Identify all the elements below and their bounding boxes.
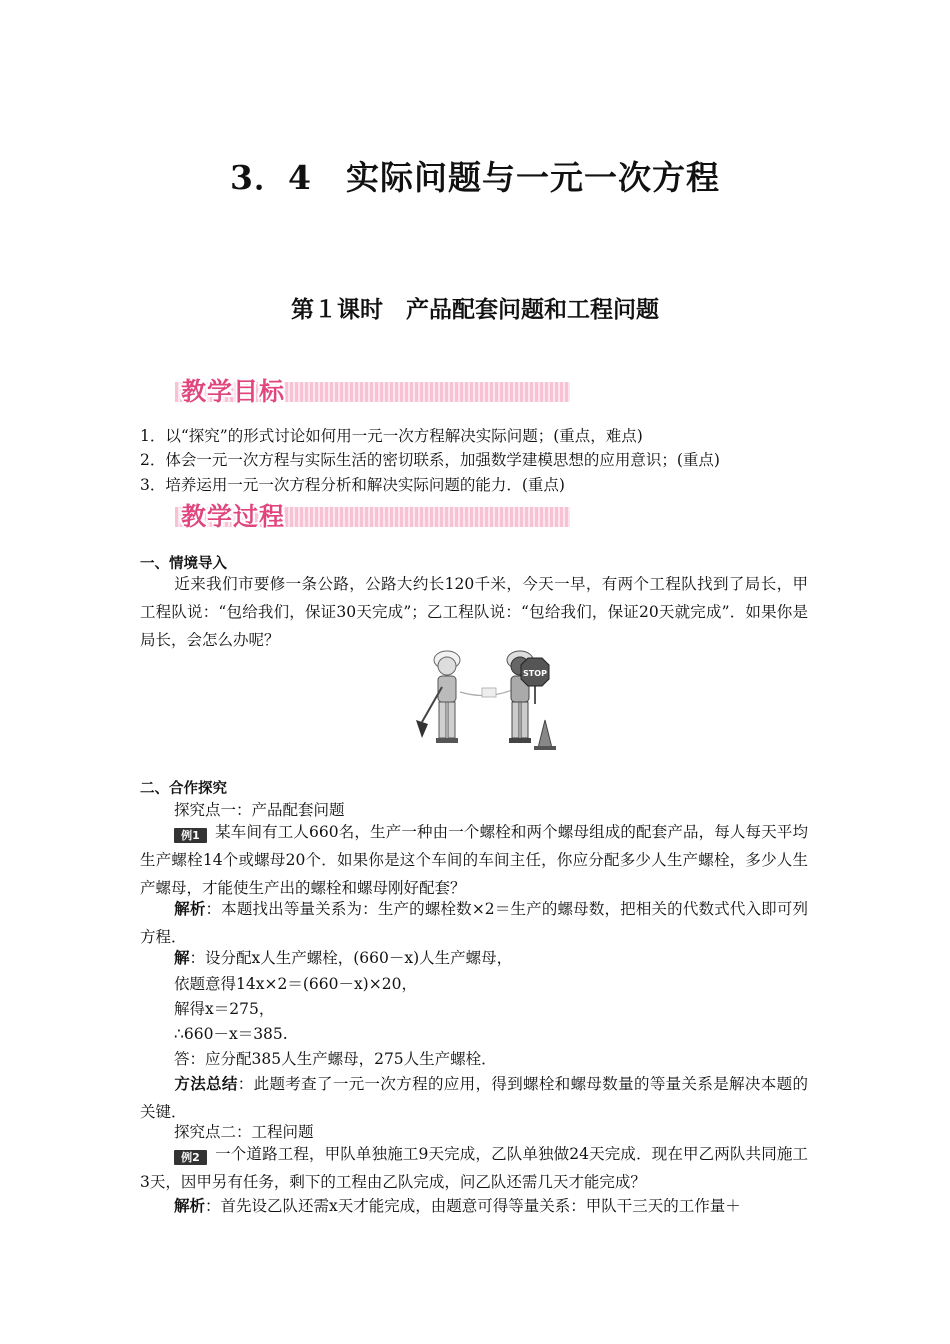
example-badge: 例1 [174, 828, 207, 843]
solution-line: 解：设分配x人生产螺栓，(660－x)人生产螺母， [174, 949, 513, 967]
example-2 [140, 1140, 808, 1196]
lesson-subtitle: 第１课时 产品配套问题和工程问题 [291, 296, 659, 323]
solution-line: ∴660－x＝385. [174, 1025, 288, 1043]
method-label: 方法总结 [174, 1075, 238, 1093]
section-heading: 二、合作探究 [140, 781, 227, 797]
solution-line: 依题意得14x×2＝(660－x)×20， [174, 975, 417, 993]
banner-teaching-goals [175, 372, 570, 408]
goal-item: 1．以“探究”的形式讨论如何用一元一次方程解决实际问题；(重点，难点) [140, 427, 643, 445]
goal-item: 3．培养运用一元一次方程分析和解决实际问题的能力．(重点) [140, 476, 565, 494]
analysis-label: 解析 [174, 900, 206, 918]
analysis-label: 解析 [174, 1197, 206, 1215]
banner-label: 教学目标 [181, 377, 286, 406]
explore-point-title: 探究点二：工程问题 [174, 1123, 314, 1141]
solution-line: 答：应分配385人生产螺母，275人生产螺栓． [174, 1050, 497, 1068]
example-1 [140, 818, 808, 902]
example-text: 一个道路工程，甲队单独施工9天完成，乙队单独做24天完成．现在甲乙两队共同施工3天，因甲另有任务，剩下的工程由乙队完成，问乙队还需几天才能完成？ [140, 1145, 808, 1191]
example-badge: 例2 [174, 1150, 207, 1165]
analysis-1 [140, 895, 808, 951]
analysis-2 [140, 1192, 808, 1220]
method-text: ：此题考查了一元一次方程的应用，得到螺栓和螺母数量的等量关系是解决本题的关键． [140, 1075, 808, 1121]
section-heading: 一、情境导入 [140, 556, 227, 572]
example-text: 某车间有工人660名，生产一种由一个螺栓和两个螺母组成的配套产品，每人每天平均生产螺栓14个或螺母20个．如果你是这个车间的车间主任，你应分配多少人生产螺栓，多少人生产螺母，才能使生产出的螺栓和螺母刚好配套？ [140, 823, 808, 897]
analysis-text: ：本题找出等量关系为：生产的螺栓数×2＝生产的螺母数，把相关的代数式代入即可列方程． [140, 900, 808, 946]
analysis-text: ：首先设乙队还需x天才能完成，由题意可得等量关系：甲队干三天的工作量＋ [205, 1197, 741, 1215]
stop-sign-label: STOP [523, 669, 547, 678]
goal-item: 2．体会一元一次方程与实际生活的密切联系，加强数学建模思想的应用意识；(重点) [140, 451, 720, 469]
intro-text: 近来我们市要修一条公路，公路大约长120千米，今天一早，有两个工程队找到了局长，甲工程队说：“包给我们，保证30天完成”；乙工程队说：“包给我们，保证20天就完成”．如果你是局长，会怎么办呢？ [140, 575, 808, 649]
page-title: 3．4 实际问题与一元一次方程 [230, 158, 720, 197]
banner-teaching-process [175, 497, 570, 533]
banner-label: 教学过程 [181, 502, 286, 531]
explore-point-title: 探究点一：产品配套问题 [174, 801, 345, 819]
solution-line: 解得x＝275， [174, 1000, 275, 1018]
solution-label: 解 [174, 949, 190, 967]
workers-illustration [412, 642, 562, 754]
